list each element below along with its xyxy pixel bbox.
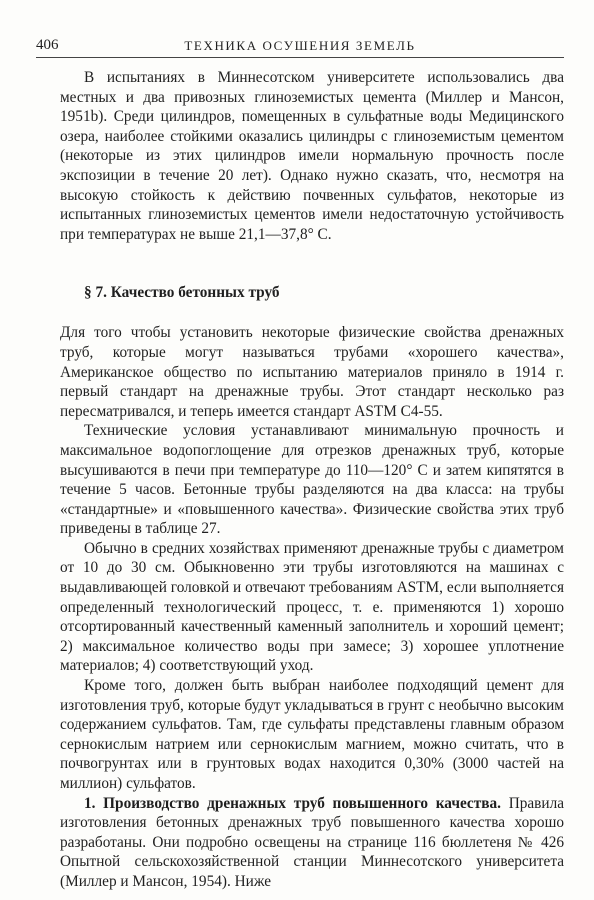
- subsection-heading: 1. Производство дренажных труб повышенного качества.: [84, 794, 501, 812]
- header-rule: [36, 57, 564, 58]
- page-body: [60, 68, 564, 892]
- paragraph-2: Для того чтобы установить некоторые физические свойства дренажных труб, которые могут называться трубами «хорошего качества», Американское общество по испытанию материалов приняло в 1914 г. первый стандарт на дренажные трубы. Этот стандарт несколько раз пересматривался, и теперь имеется стандарт ASTM C4-55.: [60, 324, 564, 420]
- section-heading: § 7. Качество бетонных труб: [84, 284, 280, 302]
- running-head: [36, 37, 564, 57]
- running-title: ТЕХНИКА ОСУШЕНИЯ ЗЕМЕЛЬ: [184, 38, 416, 53]
- paragraph-3: Технические условия устанавливают минимальную прочность и максимальное водопоглощение для отрезков дренажных труб, которые высушиваются в печи при температуре до 110—120° С и затем кипятятся в течение 5 часов. Бетонные трубы разделяются на два класса: на трубы «стандартные» и «повышенного качества». Физические свойства этих труб приведены в таблице 27.: [60, 422, 564, 538]
- paragraph-6: [60, 794, 564, 892]
- paragraph-5: Кроме того, должен быть выбран наиболее подходящий цемент для изготовления труб, которые будут укладываться в грунт с необычно высоким содержанием сульфатов. Там, где сульфаты представлены главным образом сернокислым натрием или сернокислым магнием, можно считать, что в почвогрунтах или в грунтовых водах находится 0,30% (3000 частей на миллион) сульфатов.: [60, 677, 564, 792]
- spacer: [60, 244, 564, 283]
- page-number: 406: [36, 37, 59, 53]
- paragraph-6-text: Правила изготовления бетонных дренажных труб повышенного качества хорошо разработаны. Они подробно освещены на странице 116 бюллетеня № 426 Опытной сельскохозяйственной станции Миннесотского университета (Миллер и Мансон, 1954). Ниже: [60, 794, 565, 890]
- paragraph-4: Обычно в средних хозяйствах применяют дренажные трубы с диаметром от 10 до 30 см. Обыкновенно эти трубы изготовляются на машинах с выдавливающей головкой и отвечают требованиям ASTM, если выполняется определенный технологический процесс, т. е. применяются 1) хорошо отсортированный качественный каменный заполнитель и хороший цемент; 2) максимальное количество воды при замесе; 3) хорошее уплотнение материалов; 4) соответствующий уход.: [60, 539, 564, 675]
- spacer: [60, 303, 564, 323]
- paragraph-1: В испытаниях в Миннесотском университете использовались два местных и два привозных глиноземистых цемента (Миллер и Мансон, 1951b). Среди цилиндров, помещенных в сульфатные воды Медицинского озера, наиболее стойкими оказались цилиндры с глиноземистым цементом (некоторые из этих цилиндров имели нормальную прочность после экспозиции в течение 20 лет). Однако нужно сказать, что, несмотря на высокую стойкость к действию почвенных сульфатов, некоторые из испытанных глиноземистых цементов имели недостаточную устойчивость при температурах не выше 21,1—37,8° С.: [60, 69, 564, 243]
